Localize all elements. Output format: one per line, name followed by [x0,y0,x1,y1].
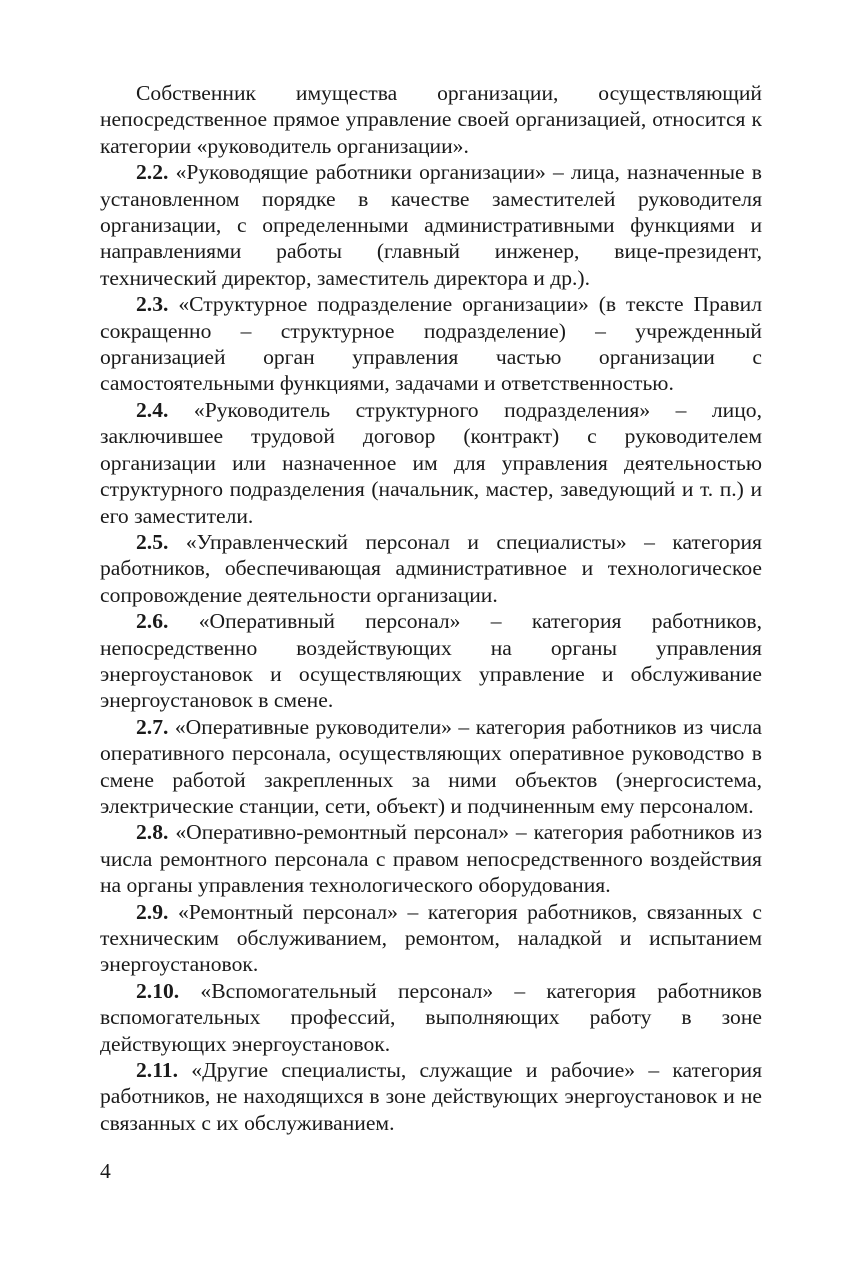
item-text: «Управленческий персонал и специалисты» – категория работников, обеспечивающая административное и технологическое сопровождение деятельности организации. [100,529,762,607]
intro-paragraph: Собственник имущества организации, осуществляющий непосредственное прямое управление своей организацией, относится к категории «руководитель организации». [100,81,762,158]
definition-2-8 [100,819,762,898]
definition-2-6 [100,608,762,714]
item-number: 2.2. [136,160,169,185]
item-text: «Ремонтный персонал» – категория работников, связанных с техническим обслуживанием, ремонтом, наладкой и испытанием энергоустановок. [100,899,762,977]
item-number: 2.4. [136,397,169,422]
item-text: «Другие специалисты, служащие и рабочие» – категория работников, не находящихся в зоне действующих энергоустановок и не связанных с их обслуживанием. [100,1058,763,1135]
item-text: «Руководящие работники организации» – лица, назначенные в установленном порядке в качестве заместителей руководителя организации, с определенными административными функциями и направлениями работы (главный инженер, вице-президент, технический директор, заместитель директора и др.). [100,160,762,290]
item-text: «Вспомогательный персонал» – категория работников вспомогательных профессий, выполняющих работу в зоне действующих энергоустановок. [100,978,763,1056]
document-page [100,80,762,1136]
item-text: «Руководитель структурного подразделения» – лицо, заключившее трудовой договор (контракт) с руководителем организации или назначенное им для управления деятельностью структурного подразделения (начальник, мастер, заведующий и т. п.) и его заместители. [100,397,762,528]
definition-2-10 [100,978,762,1057]
definition-2-5 [100,529,762,608]
item-number: 2.11. [136,1058,178,1083]
item-number: 2.9. [136,899,169,924]
item-number: 2.6. [136,609,169,634]
page-number: 4 [100,1159,111,1183]
item-text: «Структурное подразделение организации» (в тексте Правил сокращенно – структурное подразделение) – учрежденный организацией орган управления частью организации с самостоятельными функциями, задачами и ответственностью. [100,292,762,396]
definition-2-4 [100,397,762,529]
definition-2-2 [100,159,762,291]
item-number: 2.3. [136,292,169,317]
definition-2-3 [100,291,762,397]
item-text: «Оперативные руководители» – категория работников из числа оперативного персонала, осуществляющих оперативное руководство в смене работой закрепленных за ними объектов (энергосистема, электрические станции, сети, объект) и подчиненным ему персоналом. [100,714,762,818]
item-number: 2.7. [136,714,169,739]
item-text: «Оперативно-ремонтный персонал» – категория работников из числа ремонтного персонала с правом непосредственного воздействия на органы управления технологического оборудования. [100,820,762,898]
definition-2-11 [100,1057,762,1136]
item-text: «Оперативный персонал» – категория работников, непосредственно воздействующих на органы управления энергоустановок и осуществляющих управление и обслуживание энергоустановок в смене. [100,609,762,713]
definition-2-7 [100,714,762,820]
item-number: 2.8. [136,820,169,845]
item-number: 2.10. [136,978,180,1003]
item-number: 2.5. [136,529,169,554]
definition-2-9 [100,899,762,978]
